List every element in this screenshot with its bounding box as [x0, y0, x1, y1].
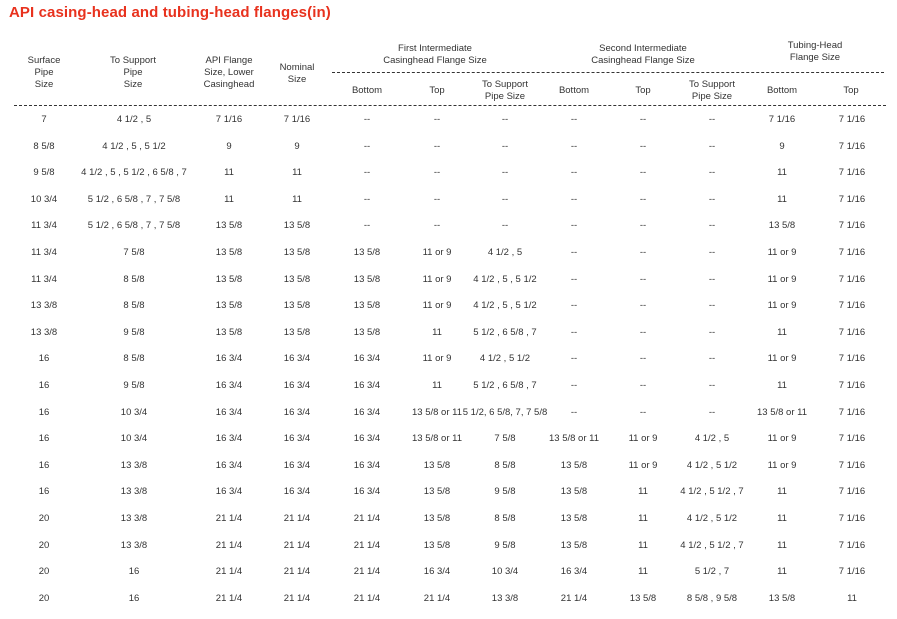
- cell-second-bottom: 13 5/8: [560, 539, 588, 551]
- cell-first-top: 21 1/4: [423, 592, 451, 604]
- cell-second-top: --: [639, 380, 647, 391]
- cell-first-bottom: 16 3/4: [353, 406, 381, 418]
- cell-surface-pipe-size: 20: [38, 539, 50, 551]
- cell-api-flange-size: 21 1/4: [215, 592, 243, 604]
- cell-second-bottom: --: [570, 326, 578, 338]
- cell-first-bottom: 16 3/4: [353, 380, 381, 391]
- cell-tubing-bottom: 13 5/8 or 11: [756, 406, 808, 418]
- cell-second-bottom: --: [570, 140, 578, 152]
- cell-surface-pipe-size: 16: [38, 433, 50, 445]
- cell-nominal-size: 13 5/8: [283, 273, 311, 285]
- header-first-intermediate: First Intermediate Casinghead Flange Size: [383, 43, 487, 66]
- cell-nominal-size: 21 1/4: [283, 592, 311, 604]
- cell-second-bottom: --: [570, 406, 578, 418]
- cell-second-bottom: 16 3/4: [560, 566, 588, 578]
- cell-to-support-pipe-size: 13 3/8: [120, 486, 148, 498]
- cell-nominal-size: 7 1/16: [283, 114, 311, 125]
- cell-api-flange-size: 16 3/4: [215, 380, 243, 391]
- cell-second-top: 11: [638, 566, 648, 578]
- cell-first-top: --: [433, 220, 441, 232]
- cell-second-to-support: --: [708, 220, 716, 232]
- cell-surface-pipe-size: 16: [38, 353, 50, 365]
- cell-second-to-support: --: [708, 247, 716, 258]
- cell-first-bottom: 16 3/4: [353, 459, 381, 471]
- cell-tubing-top: 7 1/16: [838, 300, 866, 312]
- cell-api-flange-size: 7 1/16: [215, 114, 243, 125]
- cell-tubing-bottom: 11: [777, 193, 787, 205]
- cell-tubing-bottom: 11: [777, 539, 787, 551]
- cell-tubing-bottom: 11: [777, 486, 787, 498]
- cell-surface-pipe-size: 16: [38, 486, 50, 498]
- cell-to-support-pipe-size: 10 3/4: [120, 433, 148, 445]
- header-tubing-head: Tubing-Head Flange Size: [787, 40, 843, 63]
- cell-second-to-support: 4 1/2 , 5 1/2: [686, 459, 738, 471]
- cell-second-to-support: --: [708, 406, 716, 418]
- cell-first-to-support: 9 5/8: [494, 539, 516, 551]
- cell-api-flange-size: 21 1/4: [215, 513, 243, 524]
- page-title: API casing-head and tubing-head flanges(in): [9, 4, 331, 21]
- cell-tubing-bottom: 11 or 9: [767, 433, 797, 445]
- cell-second-bottom: 13 5/8: [560, 486, 588, 498]
- cell-tubing-top: 7 1/16: [838, 406, 866, 418]
- cell-nominal-size: 13 5/8: [283, 300, 311, 312]
- cell-api-flange-size: 13 5/8: [215, 273, 243, 285]
- cell-tubing-top: 7 1/16: [838, 326, 866, 338]
- cell-to-support-pipe-size: 4 1/2 , 5 , 5 1/2: [102, 140, 166, 152]
- cell-surface-pipe-size: 16: [38, 380, 50, 391]
- cell-second-bottom: --: [570, 380, 578, 391]
- header-tubing-bottom: Bottom: [766, 85, 798, 96]
- cell-first-bottom: --: [363, 140, 371, 152]
- cell-first-top: --: [433, 167, 441, 179]
- cell-to-support-pipe-size: 16: [128, 592, 140, 604]
- cell-first-top: 11 or 9: [422, 353, 452, 365]
- cell-first-to-support: --: [501, 193, 509, 205]
- cell-second-top: --: [639, 140, 647, 152]
- cell-tubing-top: 7 1/16: [838, 433, 866, 445]
- header-first-top: Top: [429, 85, 445, 96]
- cell-second-to-support: --: [708, 300, 716, 312]
- cell-nominal-size: 13 5/8: [283, 220, 311, 232]
- cell-tubing-top: 7 1/16: [838, 486, 866, 498]
- cell-to-support-pipe-size: 9 5/8: [123, 380, 145, 391]
- cell-api-flange-size: 16 3/4: [215, 353, 243, 365]
- cell-second-to-support: 5 1/2 , 7: [694, 566, 730, 578]
- cell-tubing-top: 7 1/16: [838, 140, 866, 152]
- cell-tubing-top: 7 1/16: [838, 273, 866, 285]
- cell-second-top: 11 or 9: [628, 433, 658, 445]
- cell-first-bottom: 13 5/8: [353, 300, 381, 312]
- cell-to-support-pipe-size: 4 1/2 , 5: [116, 114, 152, 125]
- cell-surface-pipe-size: 8 5/8: [33, 140, 55, 152]
- cell-tubing-top: 7 1/16: [838, 220, 866, 232]
- cell-second-bottom: 13 5/8: [560, 513, 588, 524]
- cell-first-to-support: 4 1/2 , 5 , 5 1/2: [473, 273, 537, 285]
- cell-second-to-support: --: [708, 353, 716, 365]
- cell-first-bottom: 21 1/4: [353, 566, 381, 578]
- cell-tubing-bottom: 13 5/8: [768, 220, 796, 232]
- cell-second-to-support: --: [708, 114, 716, 125]
- cell-tubing-top: 7 1/16: [838, 167, 866, 179]
- cell-api-flange-size: 9: [226, 140, 232, 152]
- cell-second-top: --: [639, 167, 647, 179]
- cell-second-to-support: 4 1/2 , 5 1/2: [686, 513, 738, 524]
- header-nominal-size: Nominal Size: [279, 62, 315, 85]
- cell-first-to-support: 5 1/2, 6 5/8, 7, 7 5/8: [462, 406, 548, 418]
- cell-second-top: --: [639, 220, 647, 232]
- cell-second-to-support: 8 5/8 , 9 5/8: [686, 592, 738, 604]
- cell-second-top: --: [639, 193, 647, 205]
- cell-second-to-support: --: [708, 380, 716, 391]
- cell-nominal-size: 16 3/4: [283, 459, 311, 471]
- cell-first-bottom: 21 1/4: [353, 513, 381, 524]
- cell-tubing-top: 7 1/16: [838, 193, 866, 205]
- cell-second-bottom: --: [570, 300, 578, 312]
- cell-tubing-top: 7 1/16: [838, 513, 866, 524]
- cell-nominal-size: 16 3/4: [283, 380, 311, 391]
- cell-surface-pipe-size: 13 3/8: [30, 326, 58, 338]
- cell-second-to-support: 4 1/2 , 5: [694, 433, 730, 445]
- cell-first-to-support: --: [501, 167, 509, 179]
- cell-first-top: --: [433, 114, 441, 125]
- cell-tubing-top: 7 1/16: [838, 539, 866, 551]
- cell-to-support-pipe-size: 7 5/8: [123, 247, 145, 258]
- cell-second-top: 11: [638, 486, 648, 498]
- cell-second-bottom: 13 5/8 or 11: [548, 433, 600, 445]
- cell-surface-pipe-size: 16: [38, 459, 50, 471]
- cell-api-flange-size: 16 3/4: [215, 433, 243, 445]
- cell-first-bottom: --: [363, 114, 371, 125]
- cell-surface-pipe-size: 13 3/8: [30, 300, 58, 312]
- cell-nominal-size: 21 1/4: [283, 513, 311, 524]
- header-second-top: Top: [635, 85, 651, 96]
- cell-first-to-support: 4 1/2 , 5 1/2: [479, 353, 531, 365]
- cell-tubing-bottom: 7 1/16: [768, 114, 796, 125]
- cell-api-flange-size: 11: [224, 167, 234, 179]
- cell-first-to-support: 8 5/8: [494, 459, 516, 471]
- cell-first-to-support: 5 1/2 , 6 5/8 , 7: [473, 380, 537, 391]
- cell-second-top: --: [639, 300, 647, 312]
- cell-second-to-support: --: [708, 273, 716, 285]
- cell-first-to-support: 4 1/2 , 5: [487, 247, 523, 258]
- cell-tubing-top: 7 1/16: [838, 380, 866, 391]
- cell-api-flange-size: 13 5/8: [215, 300, 243, 312]
- cell-second-bottom: --: [570, 193, 578, 205]
- cell-first-top: 13 5/8: [423, 486, 451, 498]
- cell-tubing-bottom: 11: [777, 513, 787, 524]
- cell-first-to-support: 5 1/2 , 6 5/8 , 7: [473, 326, 537, 338]
- header-surface-pipe-size: Surface Pipe Size: [27, 55, 61, 90]
- cell-to-support-pipe-size: 8 5/8: [123, 273, 145, 285]
- cell-second-top: 13 5/8: [629, 592, 657, 604]
- cell-to-support-pipe-size: 8 5/8: [123, 353, 145, 365]
- cell-nominal-size: 16 3/4: [283, 406, 311, 418]
- cell-first-top: 11 or 9: [422, 300, 452, 312]
- cell-to-support-pipe-size: 5 1/2 , 6 5/8 , 7 , 7 5/8: [87, 220, 181, 232]
- cell-to-support-pipe-size: 13 3/8: [120, 459, 148, 471]
- cell-tubing-top: 7 1/16: [838, 459, 866, 471]
- cell-api-flange-size: 13 5/8: [215, 220, 243, 232]
- header-second-bottom: Bottom: [558, 85, 590, 96]
- cell-surface-pipe-size: 11 3/4: [31, 220, 57, 232]
- cell-second-top: --: [639, 247, 647, 258]
- cell-surface-pipe-size: 20: [38, 592, 50, 604]
- cell-surface-pipe-size: 9 5/8: [33, 167, 55, 179]
- header-api-flange-size: API Flange Size, Lower Casinghead: [203, 55, 255, 90]
- cell-api-flange-size: 21 1/4: [215, 566, 243, 578]
- cell-nominal-size: 21 1/4: [283, 539, 311, 551]
- cell-api-flange-size: 16 3/4: [215, 459, 243, 471]
- header-first-to-support: To Support Pipe Size: [482, 79, 528, 102]
- cell-tubing-bottom: 11 or 9: [767, 300, 797, 312]
- cell-second-bottom: --: [570, 114, 578, 125]
- cell-second-to-support: 4 1/2 , 5 1/2 , 7: [680, 486, 744, 498]
- cell-first-top: 11: [432, 326, 442, 338]
- cell-first-bottom: --: [363, 193, 371, 205]
- cell-tubing-bottom: 11: [777, 326, 787, 338]
- cell-first-top: 13 5/8 or 11: [411, 406, 463, 418]
- cell-second-bottom: --: [570, 353, 578, 365]
- cell-tubing-top: 7 1/16: [838, 566, 866, 578]
- cell-nominal-size: 16 3/4: [283, 353, 311, 365]
- cell-tubing-bottom: 11 or 9: [767, 459, 797, 471]
- cell-first-top: 13 5/8: [423, 459, 451, 471]
- cell-second-to-support: --: [708, 193, 716, 205]
- header-tubing-top: Top: [843, 85, 859, 96]
- cell-first-bottom: 16 3/4: [353, 433, 381, 445]
- cell-first-top: 13 5/8 or 11: [411, 433, 463, 445]
- cell-to-support-pipe-size: 10 3/4: [120, 406, 148, 418]
- cell-tubing-top: 11: [847, 592, 857, 604]
- cell-tubing-bottom: 11: [777, 380, 787, 391]
- cell-surface-pipe-size: 16: [38, 406, 50, 418]
- cell-nominal-size: 9: [294, 140, 300, 152]
- cell-second-top: 11: [638, 539, 648, 551]
- cell-second-to-support: 4 1/2 , 5 1/2 , 7: [680, 539, 744, 551]
- cell-second-bottom: --: [570, 220, 578, 232]
- cell-to-support-pipe-size: 9 5/8: [123, 326, 145, 338]
- cell-first-bottom: 16 3/4: [353, 353, 381, 365]
- cell-second-top: --: [639, 326, 647, 338]
- cell-first-top: --: [433, 140, 441, 152]
- cell-first-bottom: 21 1/4: [353, 539, 381, 551]
- header-to-support-pipe-size: To Support Pipe Size: [110, 55, 156, 90]
- cell-first-top: 11 or 9: [422, 273, 452, 285]
- cell-tubing-top: 7 1/16: [838, 353, 866, 365]
- cell-nominal-size: 21 1/4: [283, 566, 311, 578]
- cell-tubing-bottom: 11 or 9: [767, 273, 797, 285]
- cell-surface-pipe-size: 7: [41, 114, 47, 125]
- cell-nominal-size: 13 5/8: [283, 326, 311, 338]
- cell-surface-pipe-size: 20: [38, 513, 50, 524]
- cell-second-top: --: [639, 353, 647, 365]
- cell-tubing-bottom: 11 or 9: [767, 353, 797, 365]
- cell-second-bottom: --: [570, 273, 578, 285]
- cell-first-bottom: --: [363, 167, 371, 179]
- cell-first-to-support: 7 5/8: [494, 433, 516, 445]
- header-first-bottom: Bottom: [351, 85, 383, 96]
- cell-first-top: 11 or 9: [422, 247, 452, 258]
- cell-to-support-pipe-size: 4 1/2 , 5 , 5 1/2 , 6 5/8 , 7: [81, 167, 187, 179]
- cell-first-top: 16 3/4: [423, 566, 451, 578]
- cell-first-bottom: 16 3/4: [353, 486, 381, 498]
- cell-nominal-size: 16 3/4: [283, 433, 311, 445]
- cell-first-bottom: --: [363, 220, 371, 232]
- cell-second-to-support: --: [708, 140, 716, 152]
- cell-to-support-pipe-size: 8 5/8: [123, 300, 145, 312]
- cell-first-top: --: [433, 193, 441, 205]
- cell-second-top: --: [639, 273, 647, 285]
- cell-second-to-support: --: [708, 326, 716, 338]
- cell-first-top: 13 5/8: [423, 513, 451, 524]
- cell-tubing-bottom: 13 5/8: [768, 592, 796, 604]
- cell-first-to-support: 8 5/8: [494, 513, 516, 524]
- cell-nominal-size: 11: [292, 167, 302, 179]
- cell-api-flange-size: 16 3/4: [215, 486, 243, 498]
- cell-second-bottom: 21 1/4: [560, 592, 588, 604]
- cell-tubing-bottom: 11: [777, 167, 787, 179]
- header-second-to-support: To Support Pipe Size: [689, 79, 735, 102]
- cell-tubing-bottom: 9: [779, 140, 785, 152]
- cell-second-bottom: --: [570, 167, 578, 179]
- cell-tubing-bottom: 11 or 9: [767, 247, 797, 258]
- cell-to-support-pipe-size: 13 3/8: [120, 513, 148, 524]
- cell-first-bottom: 21 1/4: [353, 592, 381, 604]
- cell-second-top: --: [639, 114, 647, 125]
- cell-second-bottom: 13 5/8: [560, 459, 588, 471]
- header-second-intermediate: Second Intermediate Casinghead Flange Size: [591, 43, 695, 66]
- cell-first-top: 13 5/8: [423, 539, 451, 551]
- cell-tubing-top: 7 1/16: [838, 247, 866, 258]
- cell-first-to-support: --: [501, 114, 509, 125]
- cell-second-top: --: [639, 406, 647, 418]
- cell-to-support-pipe-size: 5 1/2 , 6 5/8 , 7 , 7 5/8: [87, 193, 181, 205]
- cell-first-top: 11: [432, 380, 442, 391]
- cell-tubing-top: 7 1/16: [838, 114, 866, 125]
- cell-second-top: 11 or 9: [628, 459, 658, 471]
- cell-api-flange-size: 21 1/4: [215, 539, 243, 551]
- cell-surface-pipe-size: 11 3/4: [31, 273, 57, 285]
- cell-surface-pipe-size: 20: [38, 566, 50, 578]
- cell-nominal-size: 13 5/8: [283, 247, 311, 258]
- cell-api-flange-size: 11: [224, 193, 234, 205]
- cell-to-support-pipe-size: 13 3/8: [120, 539, 148, 551]
- cell-second-bottom: --: [570, 247, 578, 258]
- cell-surface-pipe-size: 10 3/4: [30, 193, 58, 205]
- cell-nominal-size: 16 3/4: [283, 486, 311, 498]
- cell-first-to-support: 9 5/8: [494, 486, 516, 498]
- cell-first-to-support: 4 1/2 , 5 , 5 1/2: [473, 300, 537, 312]
- cell-first-to-support: --: [501, 140, 509, 152]
- cell-first-bottom: 13 5/8: [353, 247, 381, 258]
- cell-first-bottom: 13 5/8: [353, 273, 381, 285]
- cell-first-bottom: 13 5/8: [353, 326, 381, 338]
- cell-nominal-size: 11: [292, 193, 302, 205]
- cell-tubing-bottom: 11: [777, 566, 787, 578]
- cell-first-to-support: --: [501, 220, 509, 232]
- cell-first-to-support: 13 3/8: [491, 592, 519, 604]
- cell-surface-pipe-size: 11 3/4: [31, 247, 57, 258]
- cell-to-support-pipe-size: 16: [128, 566, 140, 578]
- cell-api-flange-size: 13 5/8: [215, 326, 243, 338]
- cell-second-top: 11: [638, 513, 648, 524]
- cell-second-to-support: --: [708, 167, 716, 179]
- cell-first-to-support: 10 3/4: [491, 566, 519, 578]
- cell-api-flange-size: 13 5/8: [215, 247, 243, 258]
- cell-api-flange-size: 16 3/4: [215, 406, 243, 418]
